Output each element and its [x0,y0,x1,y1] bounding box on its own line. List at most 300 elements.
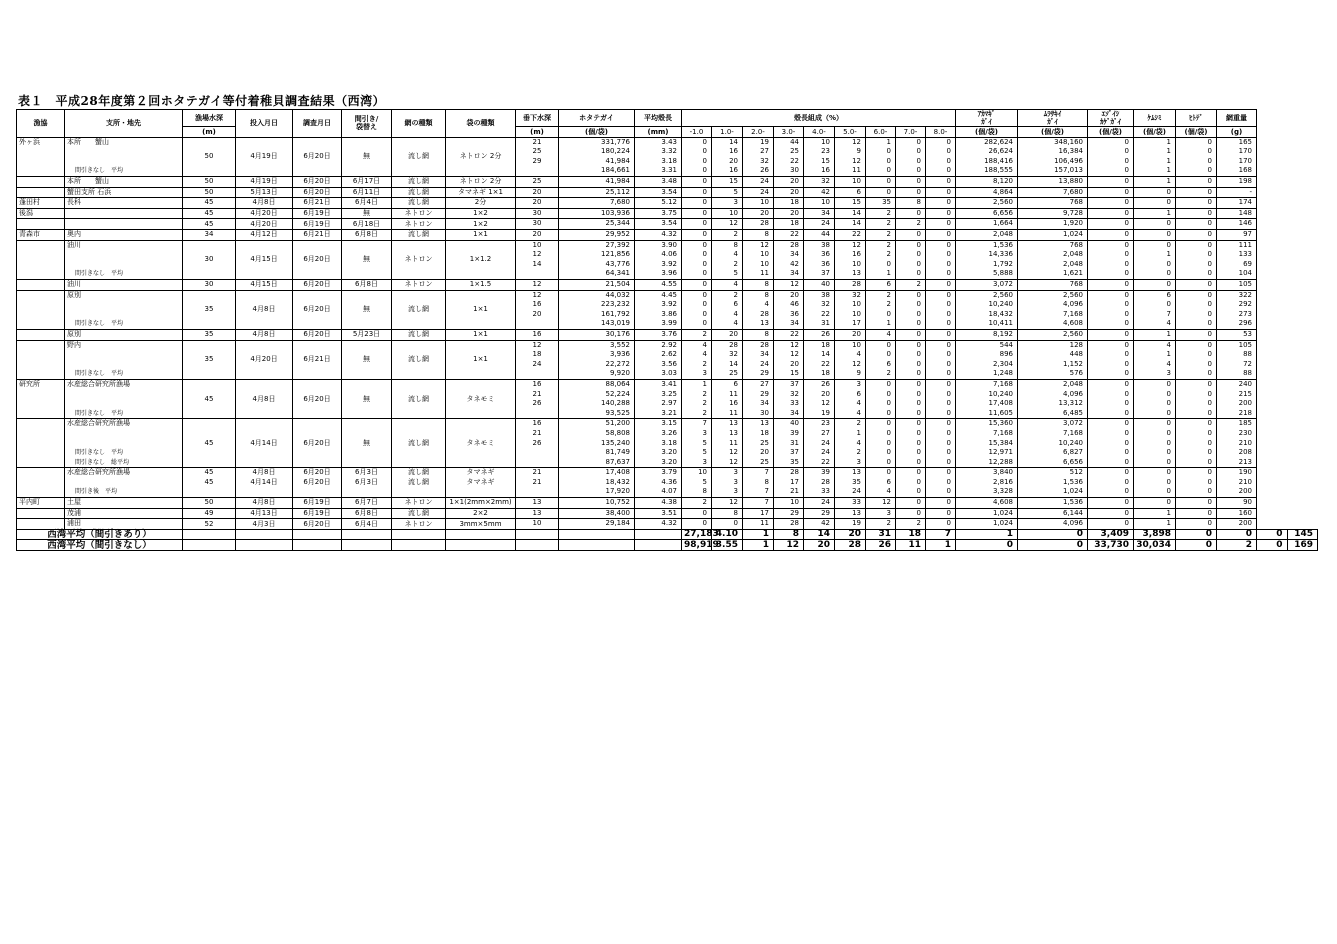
composition-value: 28 [790,468,799,477]
bag-value: タマネギ [466,468,495,477]
sink-depth-cell [516,240,559,279]
ezo-count-cell [1088,329,1134,340]
kemi-count-cell [1134,187,1176,198]
composition-value: 30 [790,166,799,175]
average-blank [635,529,682,540]
composition-value: 8 [764,290,769,299]
header-size-2: 2.0- [743,127,774,138]
branch-line: 原別 [67,329,81,338]
composition-value: 7 [702,419,707,428]
port-cell [17,279,65,290]
composition-value: 2 [702,359,707,368]
aka-count-value: 896 [999,350,1014,359]
composition-value: 0 [916,250,921,259]
composition-value: 27 [760,379,769,388]
average-ezo: 0 [1176,529,1217,540]
composition-value: 0 [946,350,952,359]
input-value: 4月15日 [250,280,278,289]
ezo-count-value: 0 [1124,340,1130,349]
survey-cell [293,219,342,230]
ezo-count-cell [1088,198,1134,209]
net-value: 流し網 [408,330,429,339]
net-weight-value: 133 [1238,250,1253,259]
input-value: 4月14日 [250,438,278,447]
composition-value: 4 [702,340,707,349]
aka-count-value: 2,816 [992,477,1014,486]
composition-cell-2 [743,176,774,187]
depth-value: 45 [204,477,214,486]
hotate-value: 9,920 [609,369,630,378]
composition-cell-8 [926,176,956,187]
composition-cell-8 [926,519,956,530]
mura-count-value: 4,608 [1062,319,1084,328]
net-value: ネトロン [404,255,433,264]
thin-value: 6月8日 [355,508,378,517]
mura-count-value: 2,560 [1062,290,1084,299]
composition-cell-0 [682,279,712,290]
survey-value: 6月20日 [303,519,331,528]
branch-line [67,157,180,167]
sink-depth-value [518,409,556,419]
branch-line: 間引きなし 平均 [75,167,124,175]
net-weight-cell [1217,208,1257,219]
composition-value: 0 [886,350,891,359]
mura-count-cell [1018,419,1088,468]
net-weight-cell [1217,419,1257,468]
shell-length-value: 4.36 [661,477,677,486]
composition-cell-5 [835,498,866,509]
mura-count-cell [1018,468,1088,498]
kemi-count-cell [1134,137,1176,176]
hitode-count-cell [1176,176,1217,187]
header-hotate-unit: (個/袋) [559,127,635,138]
composition-value: 38 [821,240,830,249]
aka-count-value: 7,168 [992,379,1014,388]
composition-value: 0 [916,329,921,338]
composition-value: 20 [790,290,799,299]
kemi-count-cell [1134,219,1176,230]
hitode-count-value: 0 [1207,399,1213,408]
branch-cell [65,419,183,468]
composition-cell-2 [743,290,774,329]
composition-value: 34 [760,350,769,359]
depth-cell [183,198,236,209]
thin-cell [342,137,392,176]
shell-length-cell [635,137,682,176]
net-weight-value: 218 [1238,408,1253,417]
composition-value: 0 [946,438,952,447]
thin-cell [342,498,392,509]
composition-cell-7 [896,219,926,230]
composition-value: 29 [790,508,799,517]
composition-value: 26 [760,166,769,175]
net-weight-value: 230 [1238,428,1253,437]
composition-value: 4 [702,350,707,359]
hotate-value: 121,856 [601,250,630,259]
net-cell [392,240,446,279]
bag-value: 1×1 [473,305,488,314]
composition-value: 0 [702,300,707,309]
composition-value: 42 [821,187,830,196]
shell-length-value: 3.43 [661,137,677,146]
bag-cell [446,137,516,176]
composition-cell-1 [712,519,743,530]
average-kemi: 0 [1217,529,1257,540]
header-ezo-top: ｴｿﾞｲｼ [1101,110,1120,118]
survey-cell [293,279,342,290]
branch-line [67,360,180,370]
ezo-count-value: 0 [1124,457,1130,466]
port-cell: 後潟 [17,208,65,219]
net-value: 流し網 [408,394,429,403]
hotate-cell [559,508,635,519]
mura-count-value: 13,880 [1058,176,1084,185]
average-blank [559,529,635,540]
branch-line [67,429,180,439]
shell-length-value: 2.92 [661,340,677,349]
mura-count-value: 1,024 [1062,229,1084,238]
composition-value: 6 [856,389,861,398]
ezo-count-value: 0 [1124,448,1130,457]
shell-length-value: 3.79 [661,468,677,477]
shell-length-value: 3.41 [661,379,677,388]
hotate-value: 184,661 [601,166,630,175]
thin-value: 無 [363,394,370,403]
composition-value: 28 [821,477,830,486]
hitode-count-cell [1176,198,1217,209]
composition-cell-7 [896,290,926,329]
aka-count-cell [956,468,1018,498]
net-cell [392,379,446,418]
aka-count-cell [956,229,1018,240]
input-cell [236,419,293,468]
composition-cell-8 [926,240,956,279]
composition-cell-4 [804,468,835,498]
composition-value: 7 [764,498,769,507]
composition-value: 14 [852,208,861,217]
composition-value: 0 [916,457,921,466]
hitode-count-value: 0 [1207,229,1213,238]
branch-line [67,439,180,449]
bag-value: タマネギ [466,477,495,486]
average-blank [635,540,682,551]
composition-value: 0 [916,468,921,477]
composition-value: 29 [760,369,769,378]
net-cell [392,498,446,509]
composition-value: 4 [856,350,861,359]
kemi-count-value: 0 [1166,399,1172,408]
average-blank [342,529,392,540]
thin-value: 6月8日 [355,230,378,239]
aka-count-value: 6,656 [992,208,1014,217]
composition-cell-2 [743,137,774,176]
composition-value: 8 [702,487,707,496]
header-weight: 網重量 [1217,110,1257,127]
composition-value: 2 [702,399,707,408]
hotate-value: 29,184 [605,519,630,528]
composition-value: 0 [946,468,952,477]
composition-value: 36 [790,309,799,318]
thin-cell [342,379,392,418]
composition-cell-3 [774,187,804,198]
kemi-count-cell [1134,198,1176,209]
net-weight-cell [1217,468,1257,498]
kemi-count-value: 0 [1166,259,1172,268]
net-value: ネトロン [404,280,433,289]
net-weight-value: 148 [1238,208,1253,217]
shell-length-cell [635,329,682,340]
composition-cell-7 [896,379,926,418]
sink-depth-cell [516,198,559,209]
ezo-count-cell [1088,176,1134,187]
branch-line: 水産総合研究所漁場 [67,379,130,388]
aka-count-value: 18,432 [988,309,1014,318]
composition-value: 2 [702,329,707,338]
composition-value: 7 [764,468,769,477]
composition-cell-5 [835,290,866,329]
header-aka-top: ｱｶﾏｷﾞ [977,110,996,118]
composition-value: 28 [790,240,799,249]
depth-value: 50 [204,498,214,507]
net-value: 流し網 [408,508,429,517]
kemi-count-value: 0 [1166,187,1172,196]
net-weight-value: 104 [1238,269,1253,278]
average-kemi: 2 [1217,540,1257,551]
composition-value: 5 [702,477,707,486]
sink-depth-cell [516,379,559,418]
sink-depth-value [518,369,556,379]
bag-cell [446,498,516,509]
composition-value: 0 [886,340,891,349]
shell-length-value: 3.21 [661,408,677,417]
hitode-count-cell [1176,379,1217,418]
net-weight-value: 296 [1238,319,1253,328]
aka-count-value: 5,888 [992,269,1014,278]
bag-value: タネモミ [466,438,495,447]
hitode-count-value: 0 [1207,389,1213,398]
mura-count-value: 4,096 [1062,300,1084,309]
composition-value: 38 [821,290,830,299]
composition-cell-6 [866,468,896,498]
composition-value: 0 [916,319,921,328]
composition-value: 33 [821,487,830,496]
composition-value: 19 [852,519,861,528]
net-value: ネトロン [404,219,433,228]
mura-count-value: 348,160 [1054,137,1084,146]
table-body [17,137,1318,550]
input-value: 4月20日 [250,355,278,364]
kemi-count-value: 7 [1166,309,1172,318]
composition-value: 0 [946,229,952,238]
kemi-count-cell [1134,519,1176,530]
survey-value: 6月20日 [303,394,331,403]
aka-count-value: 1,664 [992,219,1014,228]
thin-cell [342,176,392,187]
kemi-count-value: 4 [1166,340,1172,349]
composition-value: 24 [821,438,830,447]
net-cell [392,508,446,519]
net-weight-cell [1217,240,1257,279]
net-value: ネトロン [404,498,433,507]
depth-cell [183,137,236,176]
mura-count-value: 1,536 [1062,477,1084,486]
port-cell: 外ヶ浜 [17,137,65,176]
hotate-value: 10,752 [605,498,630,507]
results-table [16,109,1318,551]
composition-value: 44 [821,229,830,238]
net-weight-value: 170 [1238,147,1253,156]
composition-value: 20 [790,187,799,196]
thin-value: 6月11日 [352,187,381,196]
ezo-count-cell [1088,229,1134,240]
composition-cell-2 [743,379,774,418]
depth-cell [183,340,236,379]
composition-value: 3 [856,457,861,466]
average-shell: 4.10 [712,529,743,540]
composition-cell-6 [866,379,896,418]
header-size-5: 5.0- [835,127,866,138]
sink-depth-value: 10 [532,519,542,528]
composition-value: 36 [821,259,830,268]
hitode-count-value: 0 [1207,519,1213,528]
header-size-4: 4.0- [804,127,835,138]
kemi-count-value: 1 [1166,137,1172,146]
mura-count-value: 2,560 [1062,329,1084,338]
hitode-count-cell [1176,229,1217,240]
composition-cell-5 [835,279,866,290]
aka-count-cell [956,198,1018,209]
composition-value: 25 [760,438,769,447]
input-cell [236,240,293,279]
mura-count-value: 1,920 [1062,219,1084,228]
hotate-cell [559,498,635,509]
table-row [17,340,1318,379]
composition-value: 6 [886,477,891,486]
hitode-count-value: 0 [1207,408,1213,417]
ezo-count-value: 0 [1124,147,1130,156]
average-composition: 12 [774,540,804,551]
composition-value: 0 [702,176,707,185]
net-weight-cell [1217,198,1257,209]
composition-value: 0 [702,208,707,217]
depth-value: 45 [204,209,214,218]
composition-cell-6 [866,279,896,290]
composition-value: 0 [702,166,707,175]
hitode-count-value: 0 [1207,340,1213,349]
shell-length-cell [635,508,682,519]
hitode-count-value: 0 [1207,198,1213,207]
average-blank [342,540,392,551]
composition-value: 35 [790,457,799,466]
composition-value: 1 [886,319,891,328]
branch-line [67,399,180,409]
average-composition: 18 [896,529,926,540]
net-weight-value: 168 [1238,166,1253,175]
hitode-count-value: 0 [1207,219,1213,228]
ezo-count-value: 0 [1124,166,1130,175]
net-weight-value: 200 [1238,519,1253,528]
depth-value: 52 [204,519,214,528]
net-value: 流し網 [408,355,429,364]
composition-value: 2 [886,300,891,309]
ezo-count-cell [1088,379,1134,418]
net-weight-cell [1217,329,1257,340]
thin-cell [342,208,392,219]
composition-value: 20 [821,389,830,398]
depth-value: 45 [204,438,214,447]
net-weight-value: 105 [1238,279,1253,288]
ezo-count-cell [1088,498,1134,509]
shell-length-value: 4.38 [661,498,677,507]
ezo-count-value: 0 [1124,399,1130,408]
aka-count-cell [956,176,1018,187]
average-composition: 26 [866,540,896,551]
sink-depth-cell [516,219,559,230]
header-net: 網の種類 [392,110,446,138]
mura-count-cell [1018,290,1088,329]
composition-value: 40 [790,419,799,428]
composition-cell-3 [774,137,804,176]
ezo-count-value: 0 [1124,468,1130,477]
depth-value: 49 [204,508,214,517]
composition-cell-0 [682,240,712,279]
header-shell: 平均殻長 [635,110,682,127]
table-row [17,187,1318,198]
bag-value: 2×2 [473,508,488,517]
composition-value: 12 [852,240,861,249]
survey-cell [293,198,342,209]
hotate-value: 17,920 [605,487,630,496]
aka-count-value: 1,024 [992,519,1014,528]
depth-value: 45 [204,198,214,207]
composition-cell-0 [682,329,712,340]
hitode-count-value: 0 [1207,448,1213,457]
composition-value: 16 [729,166,738,175]
composition-value: 0 [916,498,921,507]
composition-value: 0 [916,290,921,299]
depth-value: 50 [204,177,214,186]
aka-count-value: 10,240 [988,300,1014,309]
composition-cell-4 [804,290,835,329]
composition-value: 37 [790,379,799,388]
hitode-count-value: 0 [1207,300,1213,309]
input-cell [236,329,293,340]
composition-cell-7 [896,208,926,219]
kemi-count-value: 0 [1166,477,1172,486]
composition-cell-3 [774,208,804,219]
composition-value: 44 [790,137,799,146]
kemi-count-cell [1134,419,1176,468]
hotate-cell [559,198,635,209]
composition-value: 0 [946,198,952,207]
hotate-value: 44,032 [605,290,630,299]
mura-count-value: 13,312 [1058,399,1084,408]
hitode-count-value: 0 [1207,147,1213,156]
kemi-count-cell [1134,508,1176,519]
sink-depth-value: 26 [532,399,542,408]
header-kemi-unit: (個/袋) [1134,127,1176,138]
average-composition: 7 [926,529,956,540]
composition-cell-0 [682,419,712,468]
sink-depth-value: 25 [532,147,542,156]
composition-value: 10 [729,208,738,217]
hotate-value: 180,224 [601,147,630,156]
kemi-count-cell [1134,498,1176,509]
input-cell [236,508,293,519]
branch-line [67,300,180,310]
composition-value: 0 [946,487,952,496]
input-value: 4月19日 [250,177,278,186]
